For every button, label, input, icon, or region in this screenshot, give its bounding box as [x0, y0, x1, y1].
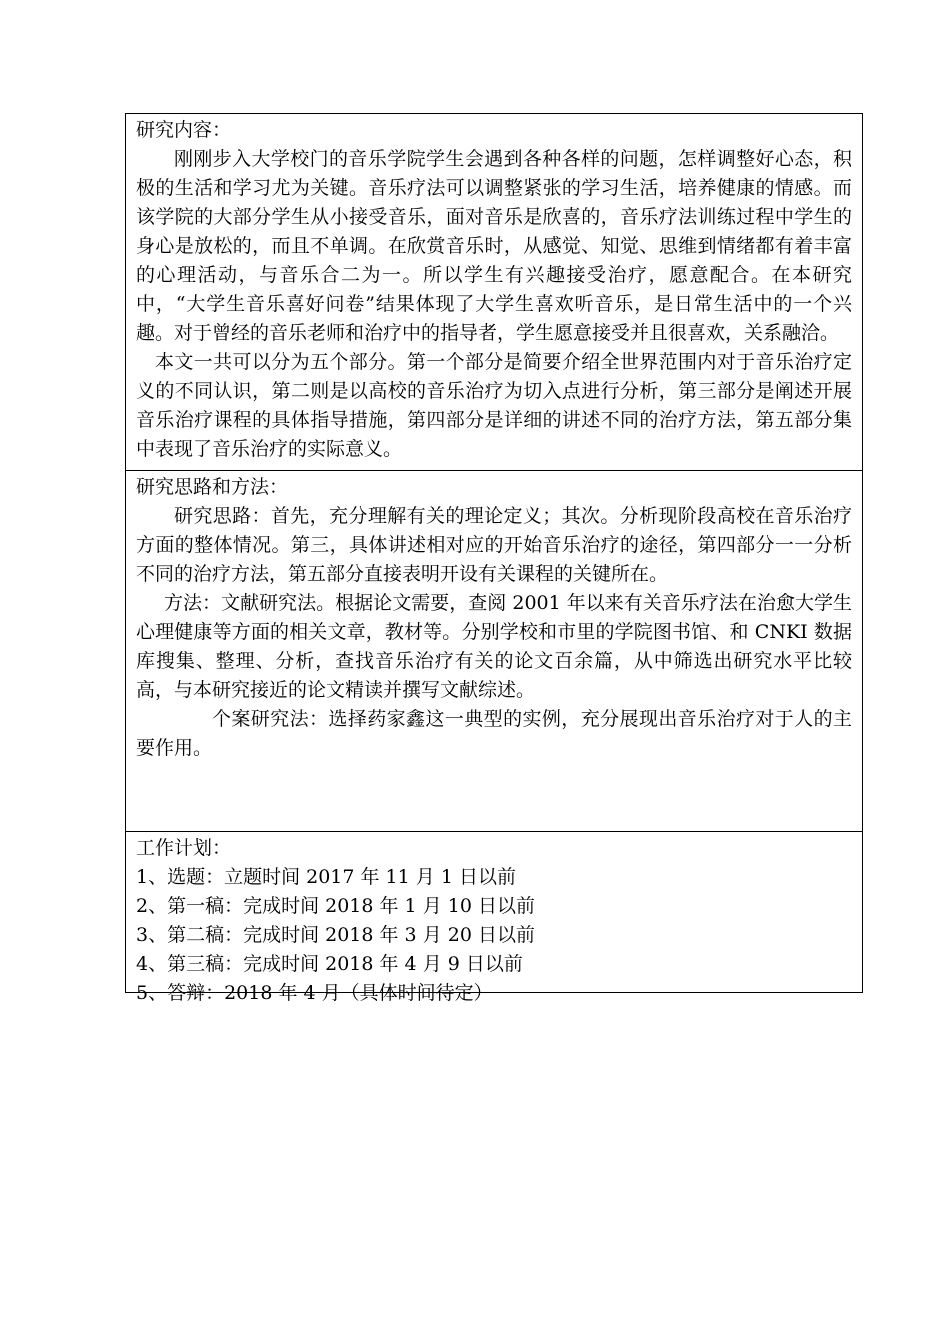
plan-item-topic: 1、选题：立题时间 2017 年 11 月 1 日以前 — [136, 866, 516, 888]
plan-item-third-draft: 4、第三稿：完成时间 2018 年 4 月 9 日以前 — [136, 953, 523, 975]
research-method-cell — [126, 471, 862, 832]
work-plan-cell — [126, 832, 862, 1004]
research-method-heading: 研究思路和方法： — [136, 476, 289, 498]
plan-item-first-draft: 2、第一稿：完成时间 2018 年 1 月 10 日以前 — [136, 895, 535, 917]
research-approach-paragraph: 研究思路：首先，充分理解有关的理论定义；其次。分析现阶段高校在音乐治疗方面的整体情况。第三，具体讲述相对应的开始音乐治疗的途径，第四部分一一分析不同的治疗方法，第五部分直接表明开设有关课程的关键所在。 — [136, 505, 852, 585]
plan-item-second-draft: 3、第二稿：完成时间 2018 年 3 月 20 日以前 — [136, 924, 535, 946]
research-content-heading: 研究内容： — [136, 119, 232, 141]
research-content-cell — [126, 114, 862, 471]
proposal-table — [125, 113, 863, 1004]
case-study-paragraph: 个案研究法：选择药家鑫这一典型的实例，充分展现出音乐治疗对于人的主要作用。 — [136, 708, 852, 759]
research-content-paragraph-2: 本文一共可以分为五个部分。第一个部分是简要介绍全世界范围内对于音乐治疗定义的不同认识，第二则是以高校的音乐治疗为切入点进行分析，第三部分是阐述开展音乐治疗课程的具体指导措施，第四部分是详细的讲述不同的治疗方法，第五部分集中表现了音乐治疗的实际意义。 — [136, 351, 852, 460]
literature-method-paragraph: 方法：文献研究法。根据论文需要，查阅 2001 年以来有关音乐疗法在治愈大学生心理健康等方面的相关文章，教材等。分别学校和市里的学院图书馆、和 CNKI 数据库搜集、整理、分析，查找音乐治疗有关的论文百余篇，从中筛选出研究水平比较高，与本研究接近的论文精读并撰写文献综述。 — [136, 592, 852, 701]
research-content-paragraph-1: 刚刚步入大学校门的音乐学院学生会遇到各种各样的问题，怎样调整好心态，积极的生活和学习尤为关键。音乐疗法可以调整紧张的学习生活，培养健康的情感。而该学院的大部分学生从小接受音乐，面对音乐是欣喜的，音乐疗法训练过程中学生的身心是放松的，而且不单调。在欣赏音乐时，从感觉、知觉、思维到情绪都有着丰富的心理活动，与音乐合二为一。所以学生有兴趣接受治疗，愿意配合。在本研究中，“大学生音乐喜好问卷”结果体现了大学生喜欢听音乐，是日常生活中的一个兴趣。对于曾经的音乐老师和治疗中的指导者，学生愿意接受并且很喜欢，关系融洽。 — [136, 148, 852, 344]
work-plan-heading: 工作计划： — [136, 837, 232, 859]
plan-item-defense: 5、答辩：2018 年 4 月（具体时间待定） — [136, 982, 493, 1004]
